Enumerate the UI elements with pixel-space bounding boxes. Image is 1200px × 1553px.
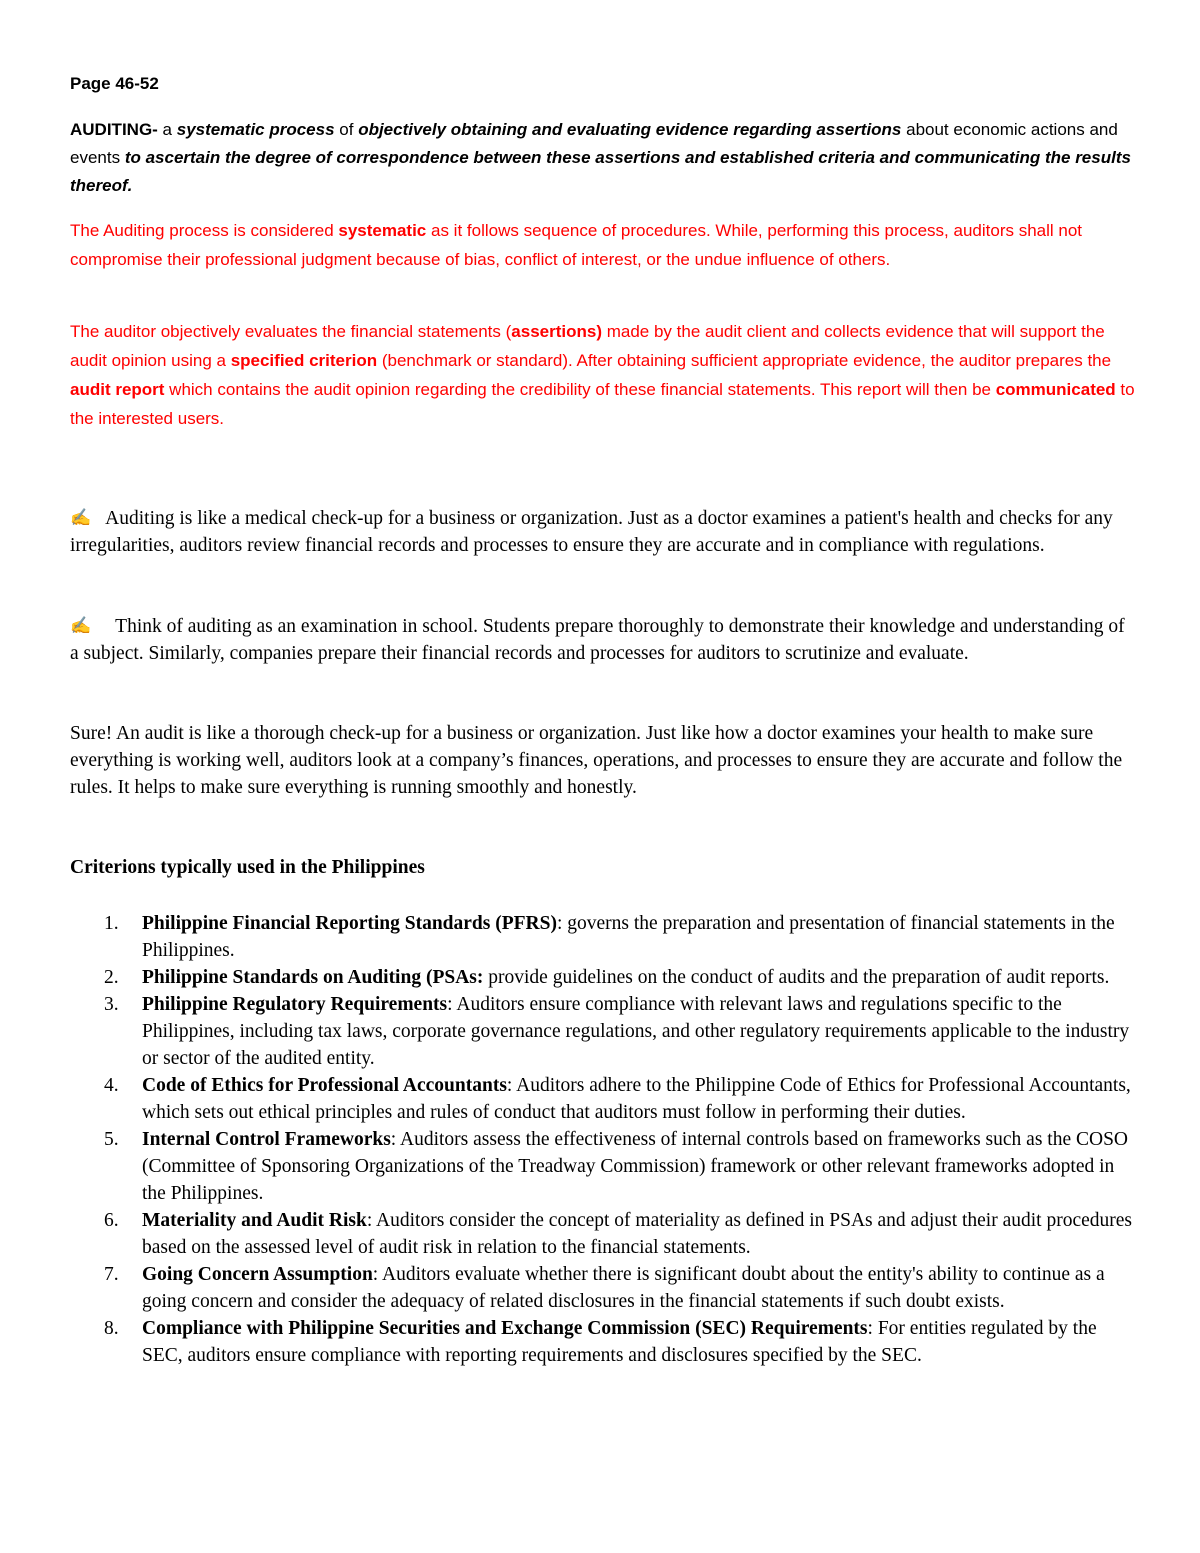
objective-paragraph xyxy=(70,317,1145,433)
analogy-text: Sure! An audit is like a thorough check-up for a business or organization. Just like how a doctor examines your health to make sure everything is working well, auditors look at a company’s finances, operations, and processes to ensure they are accurate and follow the rules. It helps to make sure everything is running smoothly and honestly. xyxy=(70,723,1123,798)
list-item-number: 1. xyxy=(104,913,119,934)
list-item-number: 8. xyxy=(104,1318,119,1339)
assertions-keyword: assertions) xyxy=(511,322,602,341)
list-item-term: Philippine Financial Reporting Standards (PFRS) xyxy=(142,913,557,934)
systematic-text-1: The Auditing process is considered xyxy=(70,221,339,240)
definition-term: AUDITING- xyxy=(70,120,158,139)
list-item-number: 2. xyxy=(104,967,119,988)
list-item-term: Philippine Standards on Auditing (PSAs: xyxy=(142,967,484,988)
analogy-school-exam xyxy=(70,612,1130,667)
objective-text-5: to the interested users. xyxy=(70,380,1135,428)
specified-criterion-keyword: specified criterion xyxy=(230,351,378,370)
analogy-text: Auditing is like a medical check-up for a business or organization. Just as a doctor examines a patient's health and checks for any irregularities, auditors review financial records and processes to ensure they are accurate and in compliance with regulations. xyxy=(70,508,1113,556)
list-item-description: : Auditors consider the concept of materiality as defined in PSAs and adjust their audit procedures based on the assessed level of audit risk in relation to the financial statements. xyxy=(142,1210,1132,1258)
list-item-description: : For entities regulated by the SEC, auditors ensure compliance with reporting requirements and disclosures specified by the SEC. xyxy=(142,1318,1097,1366)
list-item xyxy=(0,1315,1140,1369)
list-item-number: 7. xyxy=(104,1264,119,1285)
list-item-description: provide guidelines on the conduct of audits and the preparation of audit reports. xyxy=(483,967,1110,988)
list-item-number: 5. xyxy=(104,1129,119,1150)
writing-hand-icon: ✍ xyxy=(70,616,92,635)
systematic-text-2: as it follows sequence of procedures. While, performing this process, auditors shall not compromise their professional judgment because of bias, conflict of interest, or the undue influence of others. xyxy=(70,221,1083,269)
writing-hand-icon: ✍ xyxy=(70,508,92,527)
analogy-medical-checkup xyxy=(70,504,1130,559)
list-item xyxy=(0,1207,1140,1261)
analogy-text: Think of auditing as an examination in school. Students prepare thoroughly to demonstrate their knowledge and understanding of a subject. Similarly, companies prepare their financial records and processes for auditors to scrutinize and evaluate. xyxy=(70,616,1125,664)
definition-emphasis-3: to ascertain the degree of correspondence between these assertions and established criteria and communicating the results thereof. xyxy=(70,148,1131,195)
list-item-description: : Auditors evaluate whether there is significant doubt about the entity's ability to continue as a going concern and consider the adequacy of related disclosures in the financial statements if such doubt exists. xyxy=(142,1264,1105,1312)
criteria-list xyxy=(0,910,1140,1369)
objective-text-4: which contains the audit opinion regarding the credibility of these financial statements. This report will then be xyxy=(164,380,996,399)
page-label: Page 46-52 xyxy=(70,74,159,93)
list-item xyxy=(0,1261,1140,1315)
objective-text-3: (benchmark or standard). After obtaining sufficient appropriate evidence, the auditor prepares the xyxy=(377,351,1112,370)
list-item xyxy=(0,910,1140,964)
definition-emphasis-1: systematic process xyxy=(176,120,335,139)
analogy-thorough-checkup xyxy=(70,720,1130,801)
list-item-term: Internal Control Frameworks xyxy=(142,1129,391,1150)
list-item-term: Going Concern Assumption xyxy=(142,1264,373,1285)
list-item xyxy=(0,1072,1140,1126)
list-item-number: 6. xyxy=(104,1210,119,1231)
list-item-term: Philippine Regulatory Requirements xyxy=(142,994,448,1015)
list-item-description: : Auditors ensure compliance with relevant laws and regulations specific to the Philippines, including tax laws, corporate governance regulations, and other regulatory requirements applicable to the industry or sector of the audited entity. xyxy=(142,994,1130,1069)
definition-text-3: about economic actions and events xyxy=(70,120,1118,167)
list-item-description: : governs the preparation and presentation of financial statements in the Philippines. xyxy=(142,913,1115,961)
systematic-paragraph xyxy=(70,217,1145,274)
systematic-keyword: systematic xyxy=(338,221,427,240)
auditing-definition xyxy=(70,116,1140,200)
definition-text-1: a xyxy=(157,120,177,139)
list-item xyxy=(0,991,1140,1072)
list-item-description: : Auditors adhere to the Philippine Code of Ethics for Professional Accountants, which sets out ethical principles and rules of conduct that auditors must follow in performing their duties. xyxy=(142,1075,1131,1123)
definition-text-2: of xyxy=(334,120,359,139)
criteria-heading: Criterions typically used in the Philippines xyxy=(70,857,425,878)
list-item xyxy=(0,1126,1140,1207)
list-item-term: Code of Ethics for Professional Accountants xyxy=(142,1075,507,1096)
list-item-number: 4. xyxy=(104,1075,119,1096)
definition-emphasis-2: objectively obtaining and evaluating evidence regarding assertions xyxy=(358,120,902,139)
list-item-term: Compliance with Philippine Securities and Exchange Commission (SEC) Requirements xyxy=(142,1318,868,1339)
objective-text-2: made by the audit client and collects evidence that will support the audit opinion using a xyxy=(70,322,1105,370)
objective-text-1: The auditor objectively evaluates the financial statements ( xyxy=(70,322,512,341)
communicated-keyword: communicated xyxy=(995,380,1116,399)
list-item-description: : Auditors assess the effectiveness of internal controls based on frameworks such as the COSO (Committee of Sponsoring Organizations of the Treadway Commission) framework or other relevant frameworks adopted in the Philippines. xyxy=(142,1129,1129,1204)
list-item xyxy=(0,964,1140,991)
list-item-number: 3. xyxy=(104,994,119,1015)
list-item-term: Materiality and Audit Risk xyxy=(142,1210,367,1231)
audit-report-keyword: audit report xyxy=(70,380,165,399)
